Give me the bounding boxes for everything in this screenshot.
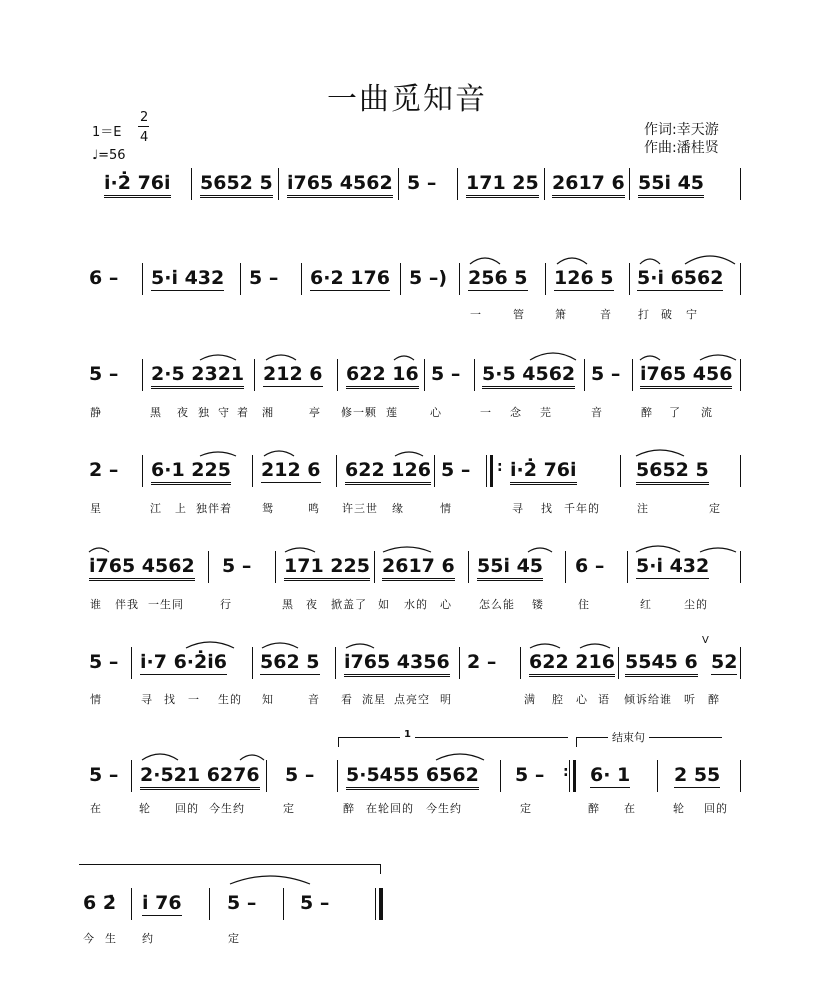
slur xyxy=(266,355,296,360)
measure: 5 – xyxy=(431,363,461,385)
lyric: 夜 xyxy=(306,598,318,611)
lyric: 一 xyxy=(480,406,492,419)
measure: 6 2̇ xyxy=(83,892,117,914)
measure: 5 – xyxy=(89,363,119,385)
lyric: 江 xyxy=(150,502,162,515)
slur xyxy=(230,876,310,884)
lyric: 满 xyxy=(524,693,536,706)
slur xyxy=(200,355,236,360)
measure: 5652 5 xyxy=(200,172,273,198)
measure: 2617 6 xyxy=(382,555,455,581)
tempo-value: =56 xyxy=(98,148,126,163)
lyric: 破 xyxy=(661,308,673,321)
measure: 212 6 xyxy=(261,459,321,481)
lyric: 夜 xyxy=(177,406,189,419)
measure: 2·5 2321 xyxy=(151,363,244,389)
lyric: 伴我 xyxy=(115,598,139,611)
lyric: 镂 xyxy=(532,598,544,611)
slur xyxy=(394,356,414,360)
slur xyxy=(528,548,552,552)
measure: 55i̇ 45 xyxy=(477,555,543,581)
slur xyxy=(264,451,294,456)
measure: 2·521 6276 xyxy=(140,764,260,790)
slur xyxy=(395,452,423,456)
measure: 5 – xyxy=(515,764,545,786)
measure: 5·i̇ 6562 xyxy=(637,267,724,289)
measure: 622 216 xyxy=(529,651,615,677)
lyric: 音 xyxy=(308,693,320,706)
measure: 6 – xyxy=(575,555,605,577)
composer-credit: 作曲:潘桂贤 xyxy=(644,140,719,156)
lyric: 许三世 xyxy=(342,502,378,515)
measure: 5 – xyxy=(441,459,471,481)
lyric: 今生约 xyxy=(209,802,245,815)
slur xyxy=(89,548,109,552)
measure: 5 – xyxy=(591,363,621,385)
lyric: 音 xyxy=(591,406,603,419)
slur xyxy=(636,450,684,456)
slur xyxy=(186,642,234,648)
lyric: 明 xyxy=(440,693,452,706)
lyric: 倾诉给谁 xyxy=(624,693,672,706)
lyric: 心 xyxy=(576,693,588,706)
lyric: 回的 xyxy=(175,802,199,815)
lyric: 寻 xyxy=(141,693,153,706)
lyric: 管 xyxy=(513,308,525,321)
measure: 2 55 xyxy=(674,764,721,786)
lyric: 看 xyxy=(341,693,353,706)
measure: 2 – xyxy=(467,651,497,673)
lyric: 定 xyxy=(709,502,721,515)
slur xyxy=(700,548,736,552)
lyric: 腔 xyxy=(552,693,564,706)
lyric: 谁 xyxy=(90,598,102,611)
lyric: 一 xyxy=(470,308,482,321)
lyric: 星 xyxy=(90,502,102,515)
measure: 212 6 xyxy=(263,363,323,385)
lyric: 醉 xyxy=(641,406,653,419)
slur xyxy=(200,452,236,456)
lyric: 住 xyxy=(578,598,590,611)
measure: 5 – xyxy=(249,267,279,289)
measure: 5 – xyxy=(89,651,119,673)
lyric: 宁 xyxy=(686,308,698,321)
measure: 6·1 225 xyxy=(151,459,231,485)
lyric: 流星 xyxy=(362,693,386,706)
lyric: 今 xyxy=(83,932,95,945)
lyric: 黑 xyxy=(282,598,294,611)
lyric: 念 xyxy=(510,406,522,419)
quarter-note-icon: ♩ xyxy=(92,148,99,163)
measure: 55i̇ 45 xyxy=(638,172,704,198)
lyric: 找 xyxy=(164,693,176,706)
lyric: 上 xyxy=(175,502,187,515)
lyric: 黑 xyxy=(150,406,162,419)
lyric: 一生同 xyxy=(148,598,184,611)
lyric: 心 xyxy=(440,598,452,611)
repeat-dots-icon: : xyxy=(497,459,503,475)
lyric: 找 xyxy=(541,502,553,515)
measure: 5 – xyxy=(227,892,257,914)
measure: 6 – xyxy=(89,267,119,289)
lyric: 定 xyxy=(283,802,295,815)
measure: i̇ 76 xyxy=(142,892,182,914)
lyric: 水的 xyxy=(404,598,428,611)
slur xyxy=(640,259,660,264)
slur xyxy=(262,643,298,648)
measure: i̇·2̇ 76i̇ xyxy=(510,459,577,485)
lyric: 守 xyxy=(218,406,230,419)
lyric: 情 xyxy=(90,693,102,706)
measure: i̇765 4562 xyxy=(89,555,195,581)
lyric: 生的 xyxy=(218,693,242,706)
lyric: 莲 xyxy=(386,406,398,419)
measure: 5 – xyxy=(89,764,119,786)
lyric: 独伴着 xyxy=(196,502,232,515)
measure: 562 5 xyxy=(260,651,320,673)
lyric: 醉 xyxy=(588,802,600,815)
measure: 5545 6 xyxy=(625,651,698,677)
slur xyxy=(346,644,374,648)
measure: 622 126 xyxy=(345,459,431,485)
lyric: 定 xyxy=(228,932,240,945)
slur xyxy=(530,353,576,360)
measure: i̇·7 6·2̇i̇6 xyxy=(140,651,227,673)
lyric: 如 xyxy=(378,598,390,611)
measure: 2617 6 xyxy=(552,172,625,198)
key-signature: 1＝E xyxy=(92,125,122,140)
lyric: 在 xyxy=(624,802,636,815)
lyric: 鸳 xyxy=(262,502,274,515)
lyric: 打 xyxy=(638,308,650,321)
lyric: 知 xyxy=(262,693,274,706)
lyric: 芫 xyxy=(540,406,552,419)
lyric: 寻 xyxy=(512,502,524,515)
slur xyxy=(530,644,560,648)
lyric: 湘 xyxy=(262,406,274,419)
lyric: 修一颗 xyxy=(341,406,377,419)
slur xyxy=(636,546,680,552)
slur xyxy=(285,548,315,552)
lyric: 约 xyxy=(142,932,154,945)
lyric: 亭 xyxy=(309,406,321,419)
lyric: 注 xyxy=(637,502,649,515)
measure: 171 25 xyxy=(466,172,539,198)
measure: 5 – xyxy=(222,555,252,577)
measure: 5·i̇ 432 xyxy=(636,555,710,577)
measure: 5·i̇ 432 xyxy=(151,267,225,289)
slur xyxy=(240,755,264,760)
time-signature-numerator: 2 xyxy=(140,110,149,125)
lyric: 一 xyxy=(188,693,200,706)
lyric: 了 xyxy=(669,406,681,419)
lyric: 独 xyxy=(198,406,210,419)
measure: 126 5 xyxy=(554,267,614,289)
lyric: 轮 xyxy=(673,802,685,815)
measure: 5 – xyxy=(300,892,330,914)
measure: i̇765 4562 xyxy=(287,172,393,198)
breath-mark-icon: V xyxy=(702,635,709,646)
measure: 5652 5 xyxy=(636,459,709,485)
slur xyxy=(470,258,500,264)
lyric: 今生约 xyxy=(426,802,462,815)
lyric: 行 xyxy=(220,598,232,611)
measure: 5 –) xyxy=(409,267,448,289)
lyric: 着 xyxy=(237,406,249,419)
lyric: 定 xyxy=(520,802,532,815)
lyric: 尘的 xyxy=(684,598,708,611)
lyric: 怎么能 xyxy=(479,598,515,611)
slur xyxy=(700,355,736,360)
coda-label: 结束句 xyxy=(608,729,649,745)
slur xyxy=(436,754,484,760)
lyric: 千年的 xyxy=(564,502,600,515)
slur xyxy=(557,258,587,264)
volta-1-label: 1 xyxy=(400,729,415,740)
lyric: 鸣 xyxy=(308,502,320,515)
lyric: 掀盖了 xyxy=(331,598,367,611)
measure: i̇765 4356 xyxy=(344,651,450,677)
measure: 5 – xyxy=(407,172,437,194)
lyric: 在轮回的 xyxy=(366,802,414,815)
lyric: 情 xyxy=(440,502,452,515)
lyric: 缘 xyxy=(392,502,404,515)
page-title: 一曲觅知音 xyxy=(327,82,487,117)
measure: 256 5 xyxy=(468,267,528,289)
measure: 5·5455 6562 xyxy=(346,764,479,790)
lyric: 箫 xyxy=(555,308,567,321)
measure: 6·2 176 xyxy=(310,267,390,289)
lyric: 在 xyxy=(90,802,102,815)
lyric: 语 xyxy=(598,693,610,706)
lyricist-credit: 作词:幸天游 xyxy=(644,122,719,138)
lyric: 醉 xyxy=(708,693,720,706)
measure: i̇·2̇ 76i̇ xyxy=(104,172,171,198)
lyric: 静 xyxy=(90,406,102,419)
measure: 52 xyxy=(711,651,738,673)
lyric: 心 xyxy=(430,406,442,419)
lyric: 点亮空 xyxy=(394,693,430,706)
measure: 6· 1 xyxy=(590,764,631,786)
measure: 171 225 xyxy=(284,555,370,581)
lyric: 红 xyxy=(640,598,652,611)
measure: 622 16 xyxy=(346,363,419,389)
lyric: 生 xyxy=(105,932,117,945)
lyric: 回的 xyxy=(704,802,728,815)
lyric: 轮 xyxy=(139,802,151,815)
slur xyxy=(685,256,735,264)
measure: i̇765 456 xyxy=(640,363,732,389)
measure: 2 – xyxy=(89,459,119,481)
slur xyxy=(640,356,660,360)
slur xyxy=(383,547,431,552)
lyric: 音 xyxy=(600,308,612,321)
lyric: 醉 xyxy=(343,802,355,815)
slur xyxy=(142,754,178,760)
time-signature-denominator: 4 xyxy=(140,130,149,145)
lyric: 听 xyxy=(684,693,696,706)
slur xyxy=(580,644,610,648)
lyric: 流 xyxy=(701,406,713,419)
measure: 5·5 4562 xyxy=(482,363,575,389)
repeat-end-dots-icon: : xyxy=(563,764,569,780)
measure: 5 – xyxy=(285,764,315,786)
